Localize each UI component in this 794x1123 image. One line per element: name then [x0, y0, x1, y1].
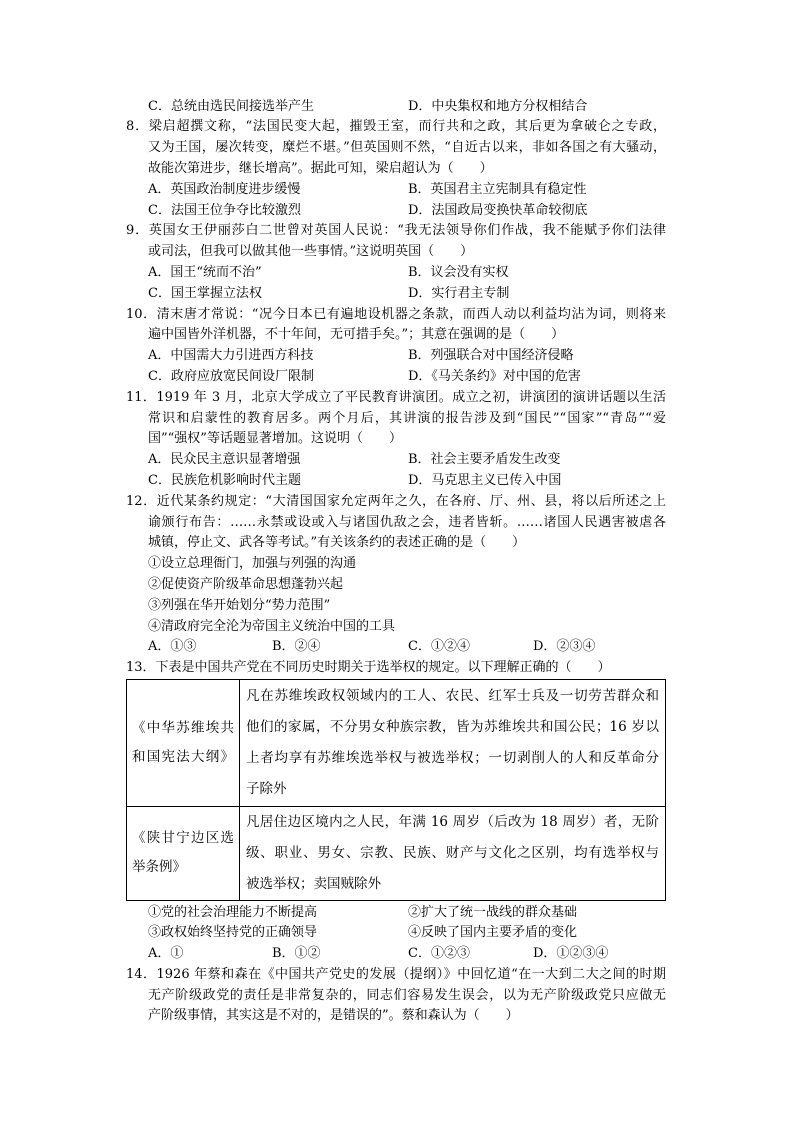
- question-11-stem-line: [126, 388, 666, 409]
- question-8-option-b: B．英国君主立宪制具有稳定性: [408, 181, 587, 197]
- question-7-option-d: D．中央集权和地方分权相结合: [408, 98, 588, 114]
- question-9-option-b: B．议会没有实权: [408, 264, 509, 280]
- question-12-option-a: A．①③: [148, 639, 197, 655]
- question-9-option-c: C．国王掌握立法权: [148, 285, 262, 301]
- question-14-stem-text: 1926 年蔡和森在《中国共产党史的发展（提纲）》中回忆道“在一大到二大之间的时期: [156, 966, 666, 982]
- question-9-number: 9．: [126, 223, 149, 239]
- question-13-statements-row: [126, 923, 666, 944]
- question-12-statement-4: ④清政府完全沦为帝国主义统治中国的工具: [148, 618, 396, 634]
- question-8-stem-text: 梁启超撰文称，“法国民变大起，摧毁王室，而行共和之政，其后更为拿破仑之专政，: [148, 119, 666, 135]
- question-10-number: 10．: [126, 306, 157, 322]
- question-13-option-b: B．①②: [272, 946, 321, 962]
- document-name-line: 《陕甘宁边区选: [132, 830, 234, 847]
- provision-cell: [240, 679, 666, 806]
- question-11-option-c: C．民族危机影响时代主题: [148, 472, 301, 488]
- question-8-stem-line: 故能次第进步，继长增高”。据此可知，梁启超认为（ ）: [148, 160, 493, 176]
- provision-line: 凡居住边区境内之人民，年满 16 周岁（后改为 18 周岁）者，无阶: [246, 813, 659, 830]
- question-12-stem-text: 近代某条约规定：“大清国国家允定两年之久，在各府、厅、州、县，将以后所述之上: [156, 493, 666, 509]
- question-13-statement-3: ③政权始终坚持党的正确领导: [148, 925, 318, 941]
- question-10-stem-line: 遍中国皆外洋机器，不十年间，无可措手矣。”；其意在强调的是（ ）: [148, 327, 565, 343]
- question-11-options-row: [126, 471, 666, 492]
- question-11-option-b: B．社会主要矛盾发生改变: [408, 452, 561, 468]
- question-12-stem-line: 城镇，停止文、武各等考试。”有关该条约的表述正确的是（ ）: [148, 535, 526, 551]
- provision-line: 级、职业、男女、宗教、民族、财产与文化之区别，均有选举权与: [246, 844, 659, 861]
- question-11-option-d: D．马克思主义已传入中国: [408, 472, 562, 488]
- question-14-stem-line: 产阶级事情，其实这是不对的，是错误的”。蔡和森认为（ ）: [148, 1008, 519, 1024]
- question-13-number: 13．: [126, 660, 156, 676]
- question-12-statement-1: ①设立总理衙门，加强与列强的沟通: [148, 556, 357, 572]
- question-13-options-row: [126, 944, 666, 965]
- question-9-stem-line: [126, 221, 666, 242]
- provision-cell: [240, 806, 666, 900]
- question-11-stem-line: 国”“强权”等话题显著增加。这说明（ ）: [148, 431, 402, 447]
- question-10-option-c: C．政府应放宽民间设厂限制: [148, 368, 314, 384]
- question-8-option-c: C．法国王位争夺比较激烈: [148, 202, 301, 218]
- document-name-line: 举条例》: [132, 859, 186, 876]
- question-10-option-d: D．《马关条约》对中国的危害: [408, 368, 581, 384]
- question-8-option-a: A．英国政治制度进步缓慢: [148, 181, 301, 197]
- question-12-option-c: C．①②④: [408, 639, 470, 655]
- question-8-number: 8．: [126, 119, 149, 135]
- question-12-option-b: B．②④: [272, 639, 321, 655]
- question-8-option-d: D．法国政局变换快革命较彻底: [408, 202, 588, 218]
- table-row: [127, 679, 666, 806]
- question-12-stem-line: 谕颁行布告：……永禁或设或入与诸国仇敌之会，违者皆斩。……诸国人民遇害被虐各: [148, 514, 666, 530]
- question-8-options-row: [126, 180, 666, 201]
- question-13-option-a: A．①: [148, 946, 184, 962]
- question-11-stem-text: 1919 年 3 月，北京大学成立了平民教育讲演团。成立之初，讲演团的演讲话题以生活: [156, 389, 666, 405]
- document-name-line: 和国宪法大纲》: [132, 748, 234, 765]
- provision-line: 他们的家属，不分男女种族宗教，皆为苏维埃共和国公民；16 岁以: [246, 718, 659, 735]
- question-8-stem-line: [126, 117, 666, 138]
- question-13-option-c: C．①②③: [408, 946, 470, 962]
- provision-line: 被选举权；卖国贼除外: [246, 875, 381, 892]
- question-12-options-row: [126, 637, 666, 658]
- question-13-option-d: D．①②③④: [533, 946, 609, 962]
- question-10-options-row: [126, 367, 666, 388]
- document-name-cell: [127, 806, 240, 900]
- question-11-options-row: [126, 450, 666, 471]
- question-10-option-b: B．列强联合对中国经济侵略: [408, 348, 574, 364]
- question-12-statement-3: ③列强在华开始划分“势力范围”: [148, 597, 331, 613]
- question-10-options-row: [126, 346, 666, 367]
- provision-line: 凡在苏维埃政权领域内的工人、农民、红军士兵及一切劳苦群众和: [246, 687, 659, 704]
- election-rules-table: [126, 679, 666, 901]
- question-8-options-row: [126, 201, 666, 222]
- question-12-stem-line: [126, 492, 666, 513]
- question-11-number: 11．: [126, 389, 157, 405]
- question-11-option-a: A．民众民主意识显著增强: [148, 452, 301, 468]
- question-9-option-d: D．实行君主专制: [408, 285, 510, 301]
- question-12-option-d: D．②③④: [533, 639, 596, 655]
- question-10-option-a: A．中国需大力引进西方科技: [148, 348, 314, 364]
- question-9-options-row: [126, 284, 666, 305]
- document-name-cell: [127, 679, 240, 806]
- question-13-statement-4: ④反映了国内主要矛盾的变化: [408, 925, 578, 941]
- table-row: [127, 806, 666, 900]
- question-9-option-a: A．国王“统而不治”: [148, 264, 262, 280]
- question-9-stem-line: 或司法，但我可以做其他一些事情。”这说明英国（ ）: [148, 244, 474, 260]
- question-9-stem-text: 英国女王伊丽莎白二世曾对英国人民说：“我无法领导你们作战，我不能赋予你们法律: [148, 223, 666, 239]
- question-7-options-row: [126, 97, 666, 118]
- question-10-stem-line: [126, 305, 666, 326]
- question-13-statement-1: ①党的社会治理能力不断提高: [148, 904, 318, 920]
- question-12-number: 12．: [126, 493, 157, 509]
- provision-line: 子除外: [246, 780, 287, 797]
- document-name-line: 《中华苏维埃共: [132, 719, 234, 736]
- question-13-stem-text: 下表是中国共产党在不同历史时期关于选举权的规定。以下理解正确的（ ）: [155, 660, 611, 676]
- exam-page-content: [126, 97, 666, 1028]
- question-12-statement-2: ②促使资产阶级革命思想蓬勃兴起: [148, 576, 344, 592]
- question-13-stem-line: [126, 658, 666, 679]
- question-14-stem-line: 无产阶级政党的责任是非常复杂的，同志们容易发生误会，以为无产阶级政党只应做无: [148, 987, 666, 1003]
- question-14-number: 14．: [126, 966, 157, 982]
- question-14-stem-line: [126, 965, 666, 986]
- question-7-option-c: C．总统由选民间接选举产生: [148, 98, 314, 114]
- question-10-stem-text: 清末唐才常说：“况今日本已有遍地设机器之条款，而西人动以利益均沾为词，则将来: [156, 306, 666, 322]
- provision-line: 上者均享有苏维埃选举权与被选举权；一切剥削人的人和反革命分: [246, 749, 659, 766]
- question-13-statements-row: [126, 903, 666, 924]
- question-9-options-row: [126, 263, 666, 284]
- question-13-statement-2: ②扩大了统一战线的群众基础: [408, 904, 578, 920]
- question-11-stem-line: 常识和启蒙性的教育居多。两个月后，其讲演的报告涉及到“国民”“国家”“青岛”“爱: [148, 410, 666, 426]
- question-8-stem-line: 又为王国，屡次转变，糜烂不堪。”但英国则不然，“自近古以来，非如各国之有大骚动，: [148, 140, 666, 156]
